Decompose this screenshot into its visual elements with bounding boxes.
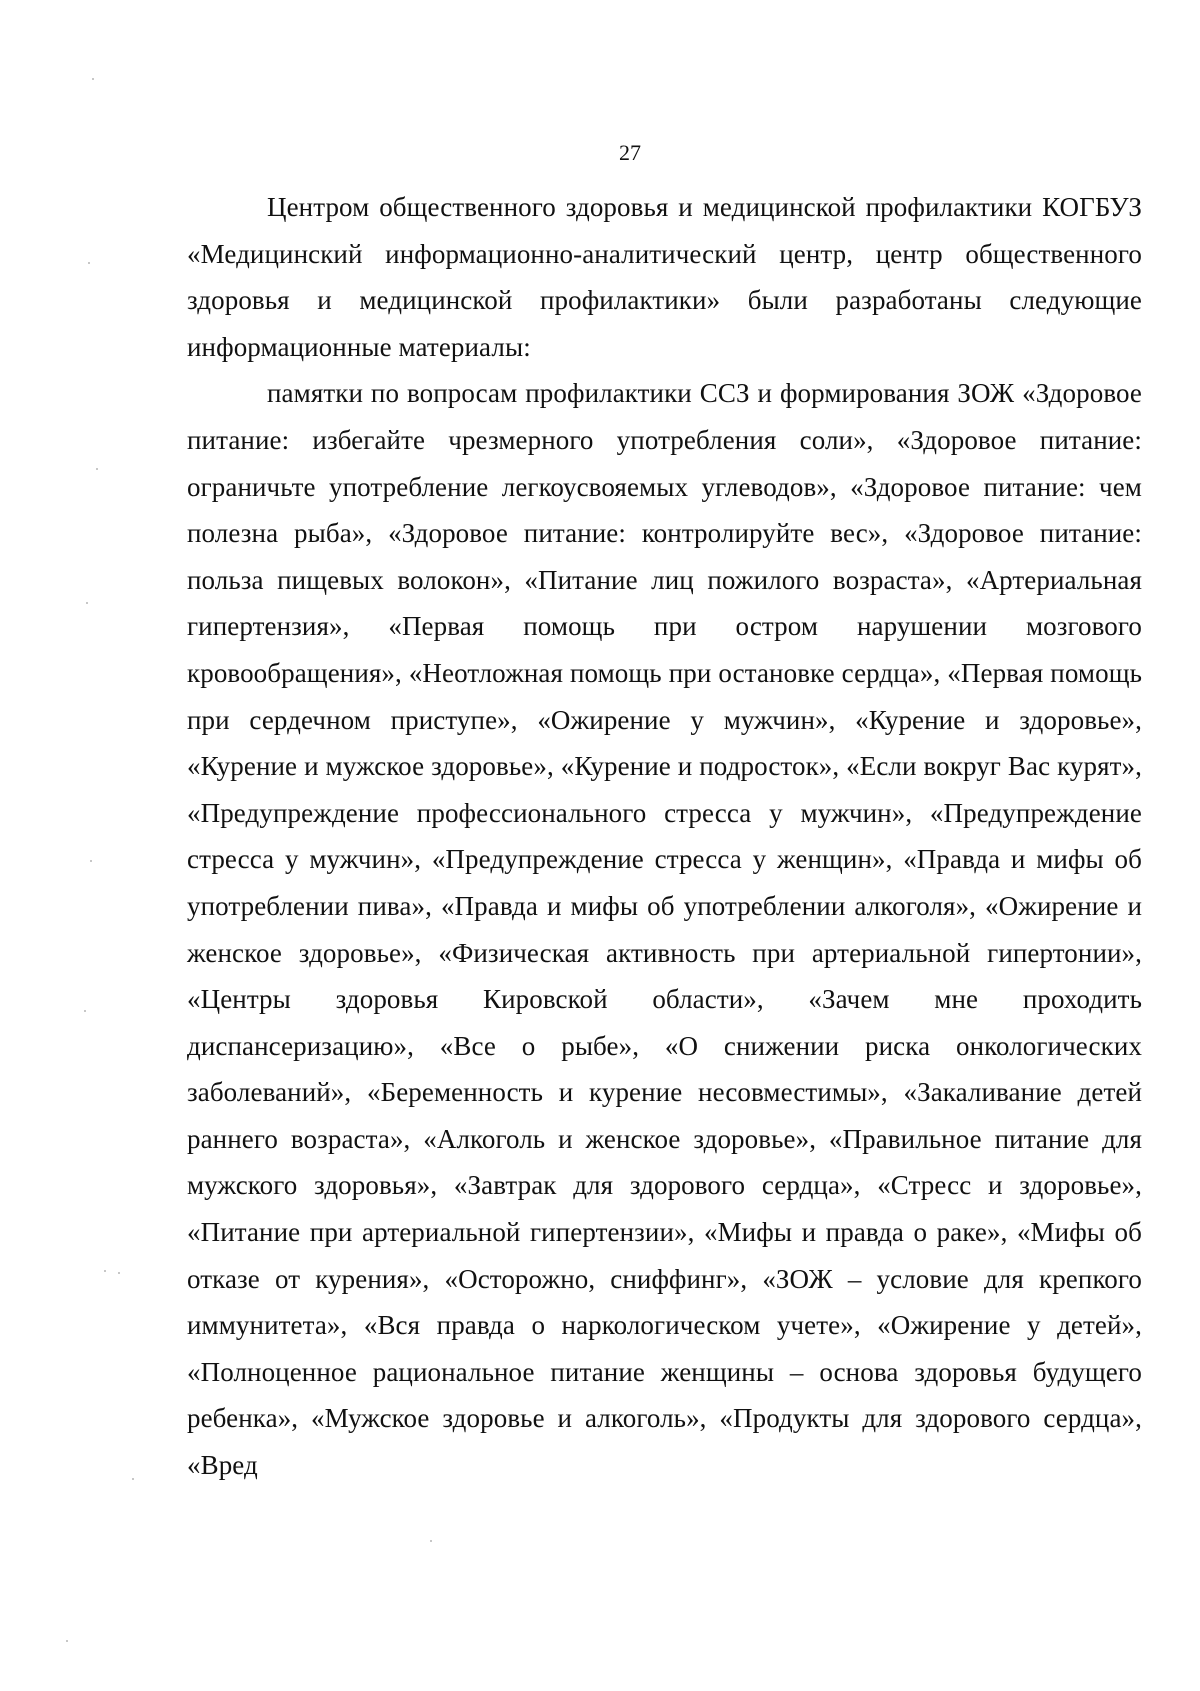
document-body	[187, 184, 1142, 1489]
paragraph-materials-list: памятки по вопросам профилактики ССЗ и формирования ЗОЖ «Здоровое питание: избегайте чрезмерного употребления соли», «Здоровое питание: ограничьте употребление легкоусвояемых углеводов», «Здоровое питание: чем полезна рыба», «Здоровое питание: контролируйте вес», «Здоровое питание: польза пищевых волокон», «Питание лиц пожилого возраста», «Артериальная гипертензия», «Первая помощь при остром нарушении мозгового кровообращения», «Неотложная помощь при остановке сердца», «Первая помощь при сердечном приступе», «Ожирение у мужчин», «Курение и здоровье», «Курение и мужское здоровье», «Курение и подросток», «Если вокруг Вас курят», «Предупреждение профессионального стресса у мужчин», «Предупреждение стресса у мужчин», «Предупреждение стресса у женщин», «Правда и мифы об употреблении пива», «Правда и мифы об употреблении алкоголя», «Ожирение и женское здоровье», «Физическая активность при артериальной гипертонии», «Центры здоровья Кировской области», «Зачем мне проходить диспансеризацию», «Все о рыбе», «О снижении риска онкологических заболеваний», «Беременность и курение несовместимы», «Закаливание детей раннего возраста», «Алкоголь и женское здоровье», «Правильное питание для мужского здоровья», «Завтрак для здорового сердца», «Стресс и здоровье», «Питание при артериальной гипертензии», «Мифы и правда о раке», «Мифы об отказе от курения», «Осторожно, сниффинг», «ЗОЖ – условие для крепкого иммунитета», «Вся правда о наркологическом учете», «Ожирение у детей», «Полноценное рациональное питание женщины – основа здоровья будущего ребенка», «Мужское здоровье и алкоголь», «Продукты для здорового сердца», «Вред	[187, 378, 1142, 1481]
paragraph-intro: Центром общественного здоровья и медицинской профилактики КОГБУЗ «Медицинский информационно-аналитический центр, центр общественного здоровья и медицинской профилактики» были разработаны следующие информационные материалы:	[187, 192, 1142, 362]
page-number: 27	[619, 140, 641, 165]
